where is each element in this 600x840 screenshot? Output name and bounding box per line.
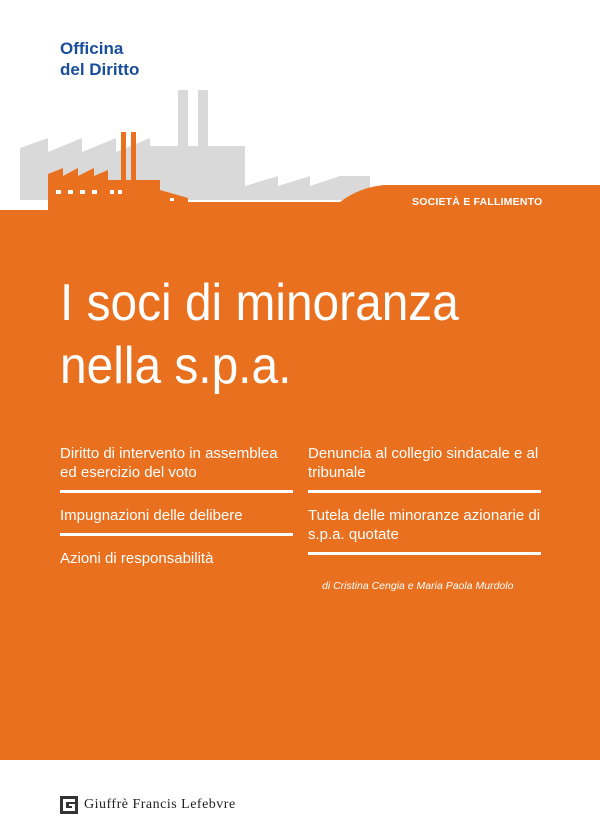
topic-item: Diritto di intervento in assemblea ed esercizio del voto [60,445,278,481]
title-line-2: nella s.p.a. [60,337,292,395]
topic-item: Impugnazioni delle delibere [60,507,243,524]
category-label: SOCIETÀ E FALLIMENTO [412,196,543,208]
topic-item: Denuncia al collegio sindacale e al tribunale [308,445,539,481]
divider [60,490,293,493]
divider [308,490,541,493]
book-title [60,272,520,398]
publisher-name: Giuffrè Francis Lefebvre [84,797,236,812]
series-logo [60,38,139,80]
topic-item: Tutela delle minoranze azionarie di s.p.a. quotate [308,507,541,543]
series-line-1: Officina [60,39,124,58]
authors-line: di Cristina Cengia e Maria Paola Murdolo [322,580,514,592]
divider [60,533,293,536]
series-line-2: del Diritto [60,60,140,79]
divider [308,552,541,555]
topic-item: Azioni di responsabilità [60,550,214,567]
topics-right-column [308,444,541,568]
publisher [60,796,236,814]
gfl-logo-icon [60,796,78,814]
topics-left-column [60,444,293,576]
title-line-1: I soci di minoranza [60,274,459,332]
